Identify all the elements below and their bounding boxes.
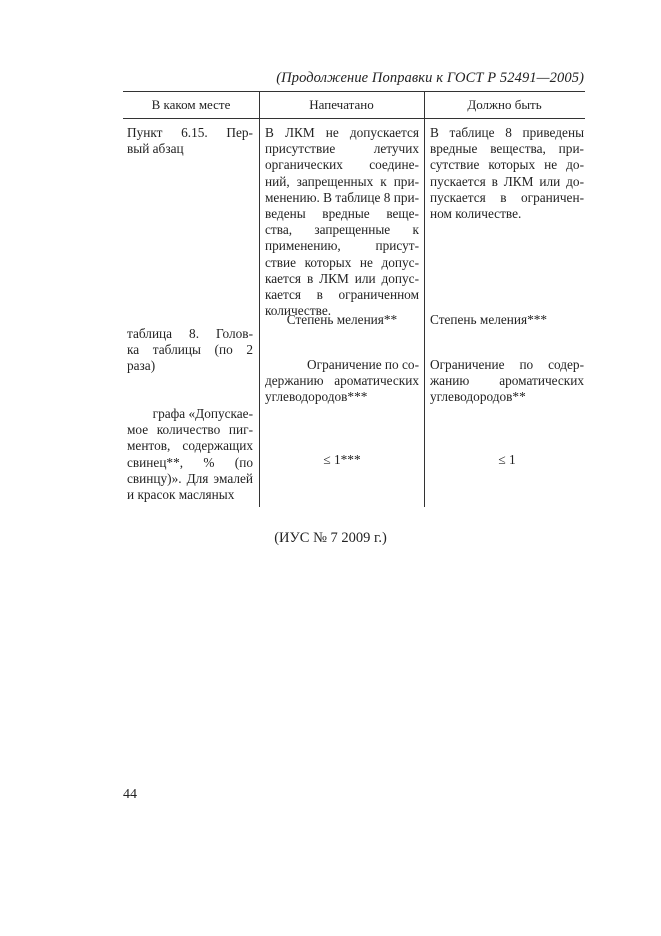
text-line: жанию ароматических (430, 373, 584, 389)
column-header-place: В каком месте (151, 97, 231, 112)
text-line: ментов, содержащих (127, 438, 253, 454)
text-line: кается в ЛКМ или допус- (265, 270, 419, 286)
text-line: органических соедине- (265, 157, 419, 173)
text-line: В ЛКМ не допускается (265, 125, 419, 140)
row2-correct-b (430, 357, 584, 406)
text-line: Ограничение по со- (307, 357, 419, 372)
text-line: графа «Допускае- (152, 406, 253, 421)
text-line: свинец**, % (по (127, 454, 253, 470)
table-header-rule (123, 118, 585, 119)
row2-place (127, 326, 253, 375)
text-line: и красок масляных (127, 487, 235, 503)
text-line: Ограничение по содер- (430, 357, 584, 372)
text-line: мое количество пиг- (127, 422, 253, 438)
text-line: количестве. (265, 303, 332, 319)
text-line: ном количестве. (430, 206, 522, 222)
row3-place (127, 406, 253, 503)
column-header-printed: Напечатано (309, 97, 374, 112)
text-line: таблица 8. Голов- (127, 326, 253, 341)
table-top-rule (123, 91, 585, 92)
text-line: кается в ограниченном (265, 287, 419, 303)
text-line: свинцу)». Для эмалей (127, 470, 253, 486)
text-line: вредные вещества, при- (430, 141, 584, 157)
text-line: пускается в ограничен- (430, 189, 584, 205)
text-line: раза) (127, 358, 156, 374)
text-line: ка таблицы (по 2 (127, 342, 253, 358)
row2-correct-a: Степень меления*** (430, 312, 548, 327)
column-divider-2 (424, 91, 425, 507)
text-line: ний, запрещенных к при- (265, 173, 419, 189)
text-line: применению, присут- (265, 238, 419, 254)
continuation-header: (Продолжение Поправки к ГОСТ Р 52491—2005) (276, 70, 584, 86)
row2-printed-b (265, 357, 419, 406)
row1-printed (265, 125, 419, 319)
text-line: держанию ароматических (265, 373, 419, 389)
text-line: углеводородов** (430, 389, 526, 405)
ius-reference: (ИУС № 7 2009 г.) (274, 530, 387, 546)
row1-place (127, 125, 253, 157)
text-line: присутствие летучих (265, 141, 419, 157)
text-line: углеводородов*** (265, 389, 368, 405)
page-number: 44 (123, 787, 137, 802)
text-line: ствие которых не допус- (265, 254, 419, 270)
column-divider-1 (259, 91, 260, 507)
row1-correct (430, 125, 584, 222)
text-line: сутствие которых не до- (430, 157, 584, 173)
row3-correct: ≤ 1 (498, 452, 516, 467)
text-line: пускается в ЛКМ или до- (430, 173, 584, 189)
column-header-correct: Должно быть (467, 97, 542, 112)
text-line: ства, запрещенные к (265, 222, 419, 238)
text-line: менению. В таблице 8 при- (265, 189, 420, 205)
text-line: ведены вредные веще- (265, 206, 419, 222)
text-line: вый абзац (127, 141, 184, 157)
text-line: Пункт 6.15. Пер- (127, 125, 253, 140)
row2-printed-a: Степень меления** (286, 312, 398, 327)
text-line: В таблице 8 приведены (430, 125, 584, 140)
row3-printed: ≤ 1*** (323, 452, 361, 467)
